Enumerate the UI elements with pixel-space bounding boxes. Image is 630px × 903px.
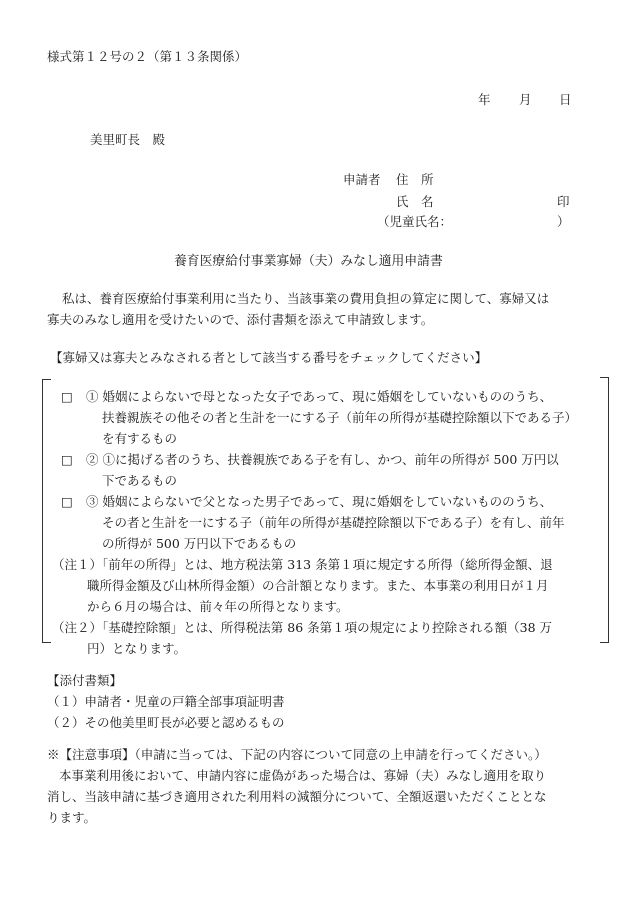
attachment-item: （２）その他美里町長が必要と認めるもの [47, 715, 285, 730]
date-year-label: 年 [478, 92, 491, 107]
intro-line: 寡夫のみなし適用を受けたいので、添付書類を添えて申請致します。 [47, 312, 434, 327]
item-line: ③ 婚姻によらないで父となった男子であって、現に婚姻をしていないもののうち、 [86, 494, 553, 509]
note-line [52, 554, 602, 575]
note-line: 職所得金額及び山林所得金額）の合計額となります。また、本事業の利用日が１月 [87, 578, 549, 593]
check-heading: 【寡婦又は寡夫とみなされる者として該当する番号をチェックしてください】 [50, 350, 488, 365]
caution-section [47, 744, 547, 828]
caution-line: ります。 [47, 810, 97, 825]
date-month-label: 月 [519, 92, 532, 107]
check-item [61, 449, 601, 491]
caution-heading: ※【注意事項】（申請に当っては、下記の内容について同意の上申請を行ってください。） [47, 747, 547, 762]
note-text: 「前年の所得」とは、地方税法第 313 条第１項に規定する所得（総所得金額、退 [102, 557, 553, 572]
item-line: 下であるもの [102, 473, 178, 488]
note [52, 554, 602, 617]
note [52, 617, 602, 659]
note-line: 円）となります。 [87, 641, 187, 656]
item-line: 扶養親族その他その者と生計を一にする子（前年の所得が基礎控除額以下である子） [102, 410, 578, 425]
item-line: ① 婚姻によらないで母となった女子であって、現に婚姻をしていないもののうち、 [86, 389, 553, 404]
attachments-section [47, 670, 285, 733]
item-line: の所得が 500 万円以下であるもの [102, 536, 297, 551]
form-number: 様式第１２号の２（第１３条関係） [47, 49, 248, 64]
intro-paragraph [47, 288, 549, 330]
note-label: （注１） [52, 557, 103, 572]
item-line: を有するもの [102, 431, 178, 446]
item-line: ② ①に掲げる者のうち、扶養親族である子を有し、かつ、前年の所得が 500 万円以 [86, 452, 559, 467]
intro-line: 私は、養育医療給付事業利用に当たり、当該事業の費用負担の算定に関して、寡婦又は [62, 291, 550, 306]
attachments-heading: 【添付書類】 [47, 673, 123, 688]
attachment-item: （１）申請者・児童の戸籍全部事項証明書 [47, 694, 285, 709]
address-label: 住 所 [396, 172, 434, 187]
checkbox-icon[interactable]: □ [61, 494, 73, 509]
note-line [52, 617, 602, 638]
check-item [61, 386, 601, 449]
document-title: 養育医療給付事業寡婦（夫）みなし適用申請書 [174, 254, 443, 269]
caution-line: 本事業利用後において、申請内容に虚偽があった場合は、寡婦（夫）みなし適用を取り [59, 768, 547, 783]
note-line: から６月の場合は、前々年の所得となります。 [87, 599, 349, 614]
check-item [61, 491, 601, 554]
seal-mark: 印 [557, 194, 570, 209]
name-label: 氏 名 [396, 194, 434, 209]
date-day-label: 日 [559, 92, 572, 107]
checkbox-icon[interactable]: □ [61, 452, 73, 467]
applicant-label: 申請者 [343, 172, 381, 187]
caution-line: 消し、当該申請に基づき適用された利用料の減額分について、全額返還いただくこととな [47, 789, 547, 804]
note-label: （注２） [52, 620, 103, 635]
child-name-label: （児童氏名： [377, 214, 453, 229]
note-text: 「基礎控除額」とは、所得税法第 86 条第１項の規定により控除される額（38 万 [102, 620, 552, 635]
item-line: その者と生計を一にする子（前年の所得が基礎控除額以下である子）を有し、前年 [102, 515, 565, 530]
child-name-close: ） [557, 214, 570, 229]
checkbox-icon[interactable]: □ [61, 389, 73, 404]
left-bracket [42, 379, 51, 643]
addressee: 美里町長 殿 [90, 132, 166, 147]
